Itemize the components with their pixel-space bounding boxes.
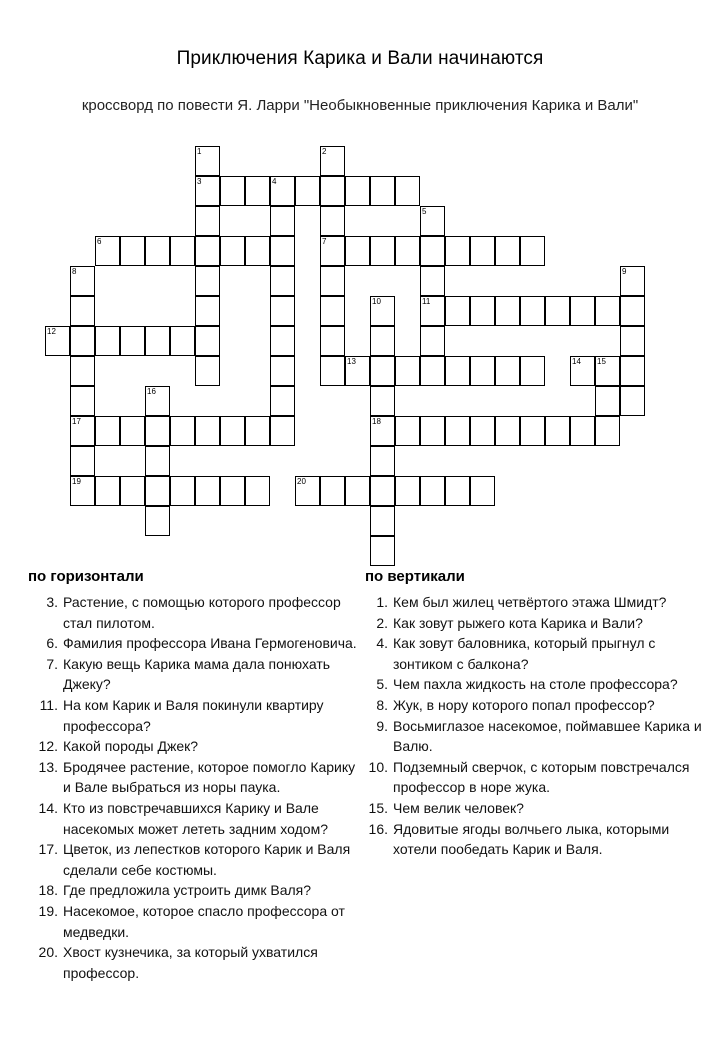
crossword-cell[interactable]: [420, 416, 445, 446]
crossword-cell[interactable]: [370, 386, 395, 416]
clue-across-17: [0, 839, 362, 880]
crossword-cell[interactable]: [320, 326, 345, 356]
page-subtitle: кроссворд по повести Я. Ларри "Необыкновенные приключения Карика и Вали": [81, 97, 639, 114]
clue-text: Чем пахла жидкость на столе профессора?: [393, 676, 678, 693]
crossword-cell[interactable]: [320, 476, 345, 506]
cell-number: 19: [72, 477, 81, 486]
crossword-cell[interactable]: [495, 416, 520, 446]
clue-down-1: [330, 592, 710, 613]
crossword-cell[interactable]: [520, 416, 545, 446]
clue-across-19: [0, 901, 362, 942]
cell-number: 12: [47, 327, 56, 336]
clue-across-6: [0, 633, 362, 654]
crossword-cell[interactable]: [220, 236, 245, 266]
clue-number: 5.: [376, 676, 388, 693]
cell-number: 14: [572, 357, 581, 366]
cell-number: 9: [622, 267, 627, 276]
clue-text: Как зовут рыжего кота Карика и Вали?: [393, 614, 643, 631]
clue-number: 8.: [376, 696, 388, 713]
clue-number: 19.: [38, 902, 58, 919]
crossword-cell[interactable]: [520, 236, 545, 266]
crossword-cell[interactable]: [170, 236, 195, 266]
crossword-cell[interactable]: [345, 476, 370, 506]
crossword-cell[interactable]: [195, 356, 220, 386]
crossword-cell[interactable]: [370, 326, 395, 356]
clue-number: 11.: [39, 696, 58, 713]
clue-across-11: [0, 695, 362, 736]
crossword-cell[interactable]: [420, 356, 445, 386]
down-clue-list: [330, 592, 710, 860]
crossword-cell[interactable]: [95, 326, 120, 356]
clue-down-9: [330, 716, 710, 757]
cell-number: 15: [597, 357, 606, 366]
crossword-cell[interactable]: [570, 296, 595, 326]
clue-number: 15.: [368, 799, 388, 816]
crossword-cell[interactable]: [320, 176, 345, 206]
clue-across-20: [0, 942, 362, 983]
crossword-cell[interactable]: [595, 296, 620, 326]
crossword-cell[interactable]: [595, 416, 620, 446]
cell-number: 1: [197, 147, 202, 156]
crossword-cell[interactable]: [220, 416, 245, 446]
crossword-cell[interactable]: [170, 476, 195, 506]
cell-number: 17: [72, 417, 81, 426]
crossword-cell[interactable]: [445, 296, 470, 326]
crossword-cell[interactable]: [270, 386, 295, 416]
clue-across-12: [0, 736, 362, 757]
clue-text: Чем велик человек?: [393, 799, 524, 816]
crossword-cell[interactable]: [220, 176, 245, 206]
clue-down-15: [330, 798, 710, 819]
crossword-cell[interactable]: [370, 506, 395, 536]
down-heading: по вертикали: [365, 568, 465, 585]
crossword-cell[interactable]: [370, 356, 395, 386]
clue-number: 20.: [38, 944, 58, 961]
crossword-cell[interactable]: [195, 266, 220, 296]
crossword-cell[interactable]: [245, 476, 270, 506]
cell-number: 8: [72, 267, 77, 276]
crossword-cell[interactable]: [70, 326, 95, 356]
crossword-cell[interactable]: [270, 356, 295, 386]
crossword-cell[interactable]: [495, 296, 520, 326]
cell-number: 20: [297, 477, 306, 486]
crossword-cell[interactable]: [70, 356, 95, 386]
crossword-cell[interactable]: [420, 266, 445, 296]
clue-number: 12.: [38, 738, 58, 755]
crossword-cell[interactable]: [445, 476, 470, 506]
crossword-cell[interactable]: [95, 416, 120, 446]
clue-text: Восьмиглазое насекомое, поймавшее Карика и Валю.: [393, 717, 702, 755]
crossword-cell[interactable]: [270, 206, 295, 236]
crossword-cell[interactable]: [395, 236, 420, 266]
clue-across-14: [0, 798, 362, 839]
crossword-cell[interactable]: [195, 326, 220, 356]
crossword-cell[interactable]: [345, 176, 370, 206]
cell-number: 6: [97, 237, 102, 246]
across-clue-list: [0, 592, 362, 983]
crossword-cell[interactable]: [595, 386, 620, 416]
crossword-cell[interactable]: [370, 476, 395, 506]
crossword-cell[interactable]: [195, 476, 220, 506]
crossword-cell[interactable]: [145, 476, 170, 506]
clue-text: Какой породы Джек?: [63, 738, 199, 755]
cell-number: 2: [322, 147, 327, 156]
crossword-cell[interactable]: [220, 476, 245, 506]
crossword-cell[interactable]: [520, 296, 545, 326]
crossword-cell[interactable]: [445, 356, 470, 386]
crossword-cell[interactable]: [470, 296, 495, 326]
clue-number: 9.: [376, 717, 388, 734]
crossword-cell[interactable]: [195, 206, 220, 236]
crossword-cell[interactable]: [495, 236, 520, 266]
clue-text: Насекомое, которое спасло профессора от медведки.: [63, 902, 345, 940]
crossword-cell[interactable]: [470, 416, 495, 446]
clue-number: 7.: [46, 655, 58, 672]
crossword-cell[interactable]: [95, 476, 120, 506]
clue-number: 2.: [376, 614, 388, 631]
clue-down-4: [330, 633, 710, 674]
crossword-cell[interactable]: [145, 416, 170, 446]
clue-text: Какую вещь Карика мама дала понюхать Джеку?: [63, 655, 331, 693]
crossword-cell[interactable]: [270, 236, 295, 266]
clue-number: 16.: [368, 820, 388, 837]
clue-text: Кто из повстречавшихся Карику и Вале насекомых может лететь задним ходом?: [63, 799, 328, 837]
crossword-cell[interactable]: [620, 296, 645, 326]
cell-number: 5: [422, 207, 427, 216]
crossword-cell[interactable]: [420, 476, 445, 506]
crossword-cell[interactable]: [170, 326, 195, 356]
crossword-cell[interactable]: [70, 446, 95, 476]
crossword-cell[interactable]: [270, 416, 295, 446]
cell-number: 3: [197, 177, 202, 186]
crossword-cell[interactable]: [245, 416, 270, 446]
crossword-cell[interactable]: [120, 236, 145, 266]
clue-text: Где предложила устроить димк Валя?: [63, 882, 312, 899]
cell-number: 7: [322, 237, 327, 246]
clue-text: Фамилия профессора Ивана Гермогеновича.: [63, 635, 357, 652]
clue-number: 3.: [46, 594, 58, 610]
clue-text: Подземный сверчок, с которым повстречался профессор в норе жука.: [393, 758, 690, 796]
across-heading: по горизонтали: [28, 568, 144, 585]
crossword-cell[interactable]: [120, 476, 145, 506]
crossword-cell[interactable]: [170, 416, 195, 446]
clue-text: Жук, в нору которого попал профессор?: [393, 696, 655, 713]
cell-number: 18: [372, 417, 381, 426]
crossword-cell[interactable]: [195, 236, 220, 266]
crossword-cell[interactable]: [395, 476, 420, 506]
clue-across-7: [0, 654, 362, 695]
crossword-cell[interactable]: [470, 236, 495, 266]
clue-text: Как зовут баловника, который прыгнул с зонтиком с балкона?: [393, 635, 656, 672]
clue-across-18: [0, 880, 362, 901]
crossword-cell[interactable]: [195, 416, 220, 446]
clue-number: 4.: [376, 635, 388, 652]
crossword-cell[interactable]: [120, 416, 145, 446]
clue-text: Ядовитые ягоды волчьего лыка, которыми хотели пообедать Карик и Валя.: [393, 820, 670, 858]
crossword-cell[interactable]: [345, 236, 370, 266]
crossword-cell[interactable]: [320, 206, 345, 236]
crossword-cell[interactable]: [620, 386, 645, 416]
clue-down-10: [330, 757, 710, 798]
clue-down-2: [330, 613, 710, 634]
crossword-cell[interactable]: [320, 266, 345, 296]
clue-across-13: [0, 757, 362, 798]
cell-number: 11: [422, 297, 431, 306]
clue-text: На ком Карик и Валя покинули квартиру профессора?: [63, 696, 324, 734]
crossword-cell[interactable]: [370, 446, 395, 476]
crossword-cell[interactable]: [620, 326, 645, 356]
crossword-cell[interactable]: [470, 356, 495, 386]
crossword-cell[interactable]: [295, 176, 320, 206]
clue-number: 10.: [368, 758, 388, 775]
crossword-cell[interactable]: [270, 296, 295, 326]
crossword-cell[interactable]: [120, 326, 145, 356]
crossword-cell[interactable]: [470, 476, 495, 506]
cell-number: 16: [147, 387, 156, 396]
crossword-cell[interactable]: [245, 176, 270, 206]
crossword-cell[interactable]: [495, 356, 520, 386]
crossword-cell[interactable]: [620, 356, 645, 386]
crossword-cell[interactable]: [370, 236, 395, 266]
crossword-cell[interactable]: [395, 176, 420, 206]
crossword-cell[interactable]: [270, 266, 295, 296]
clue-across-3: [0, 592, 362, 633]
clue-down-5: [330, 674, 710, 695]
crossword-cell[interactable]: [145, 236, 170, 266]
clue-number: 13.: [38, 758, 58, 775]
clue-number: 14.: [38, 799, 58, 816]
crossword-cell[interactable]: [320, 296, 345, 326]
crossword-cell[interactable]: [195, 296, 220, 326]
crossword-cell[interactable]: [445, 236, 470, 266]
clue-text: Бродячее растение, которое помогло Карику и Вале выбраться из норы паука.: [63, 758, 356, 796]
crossword-cell[interactable]: [320, 356, 345, 386]
clue-text: Кем был жилец четвёртого этажа Шмидт?: [393, 594, 667, 610]
crossword-cell[interactable]: [420, 326, 445, 356]
crossword-cell[interactable]: [420, 236, 445, 266]
clue-text: Цветок, из лепестков которого Карик и Валя сделали себе костюмы.: [63, 841, 351, 878]
crossword-cell[interactable]: [395, 416, 420, 446]
clue-text: Хвост кузнечика, за который ухватился профессор.: [63, 944, 318, 981]
crossword-cell[interactable]: [270, 326, 295, 356]
crossword-cell[interactable]: [145, 446, 170, 476]
crossword-cell[interactable]: [70, 296, 95, 326]
clue-down-16: [330, 819, 710, 860]
crossword-cell[interactable]: [545, 296, 570, 326]
clue-number: 6.: [46, 635, 58, 652]
crossword-cell[interactable]: [245, 236, 270, 266]
crossword-cell[interactable]: [395, 356, 420, 386]
cell-number: 4: [272, 177, 277, 186]
clue-number: 18.: [38, 882, 58, 899]
crossword-cell[interactable]: [70, 386, 95, 416]
clue-down-8: [330, 695, 710, 716]
cell-number: 10: [372, 297, 381, 306]
clue-text: Растение, с помощью которого профессор стал пилотом.: [63, 594, 341, 631]
crossword-cell[interactable]: [370, 536, 395, 566]
crossword-cell[interactable]: [370, 176, 395, 206]
crossword-cell[interactable]: [145, 326, 170, 356]
clue-number: 17.: [38, 841, 58, 858]
crossword-cell[interactable]: [520, 356, 545, 386]
crossword-cell[interactable]: [145, 506, 170, 536]
crossword-cell[interactable]: [545, 416, 570, 446]
clue-number: 1.: [376, 594, 388, 610]
cell-number: 13: [347, 357, 356, 366]
page-title: Приключения Карика и Вали начинаются: [176, 48, 544, 69]
crossword-cell[interactable]: [445, 416, 470, 446]
crossword-cell[interactable]: [570, 416, 595, 446]
